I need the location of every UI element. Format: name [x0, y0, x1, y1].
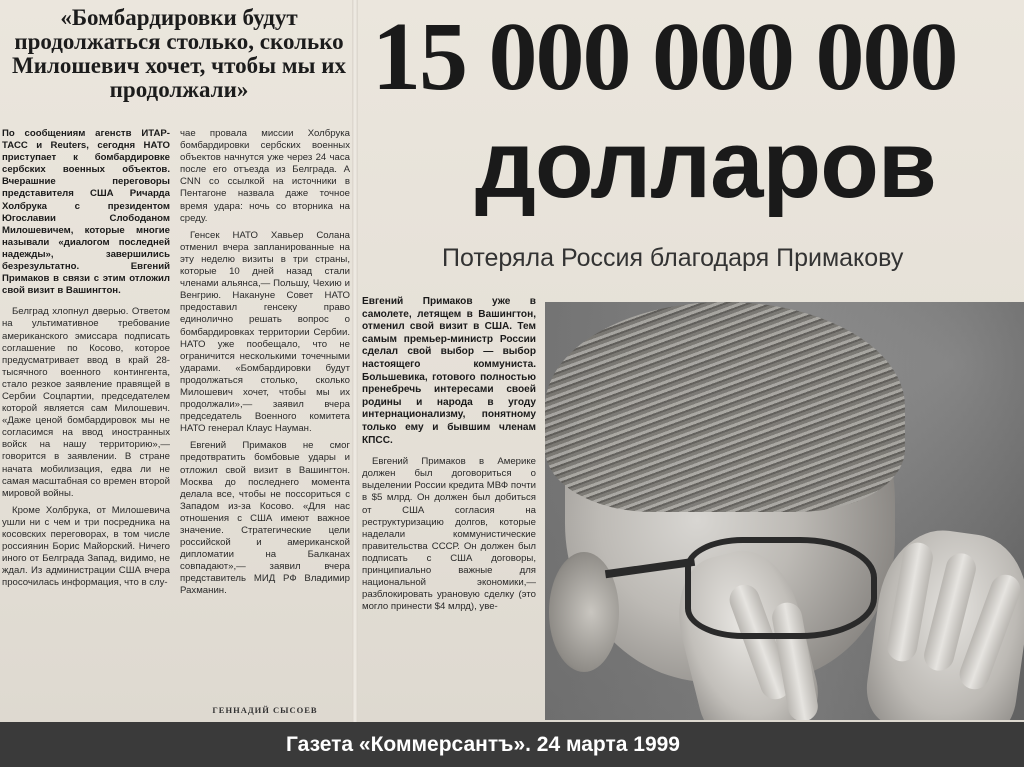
photo-hair [545, 302, 905, 512]
right-article-lead: Евгений Примаков уже в самолете, летящем в Вашингтон, отменил свой визит в США. Тем самым премьер-министр России сделал свой выбор — выбор настоящего коммуниста. Большевика, готового полностью пренебречь интересами своей родины и народа в угоду интернационализму, понятному только ему и бывшим членам КПСС. [362, 296, 536, 446]
big-headline-word: долларов [475, 111, 936, 218]
right-article-paragraph: Евгений Примаков в Америке должен был договориться о выделении России кредита МВФ почти в $5 млрд. Он должен был добиться от США согласия на реструктуризацию долгов, которые наделали коммунистические правительства СССР. Он должен был подписать с США договоры, принципиально важные для национальной экономики,— разблокировать урановую сделку (это могло принести $4 млрд), уве- [362, 456, 536, 613]
headline-subtitle: Потеряла Россия благодаря Примакову [442, 244, 904, 272]
left-article-paragraph: Белград хлопнул дверью. Ответом на ультимативное требование американского эмиссара подписать соглашение по Косово, которое предусматривает ввод в край 28-тысячного военного контингента, стало резкое заявление правящей в Сербии Соцпартии, председателем которой является сам Милошевич. «Даже ценой бомбардировок мы не согласимся на ввод иностранных войск на нашу территорию»,— говорится в заявлении. В стране начата мобилизация, едва ли не самая масштабная со времен второй мировой войны. [2, 306, 170, 499]
big-headline-number: 15 000 000 000 [372, 3, 957, 111]
left-headline: «Бомбардировки будут продолжаться столько, сколько Милошевич хочет, чтобы мы их продолжали» [12, 5, 346, 102]
left-article-paragraph: Кроме Холбрука, от Милошевича ушли ни с чем и три посредника на косовских переговорах, в том числе россиянин Борис Майорский. Ничего иного от Белграда Запад, видимо, не ждал. Из администрации США вчера просочилась информация, что в слу- [2, 504, 170, 589]
caption-bar [0, 722, 1024, 767]
page-fold [352, 0, 358, 722]
left-article-paragraph: чае провала миссии Холбрука бомбардировки сербских военных объектов начнутся уже через 24 часа после его отъезда из Белграда. А CNN со ссылкой на источники в Пентагоне назвала даже точное время удара: ночь со вторника на среду. [180, 128, 350, 224]
left-article-lead: По сообщениям агенств ИТАР-ТАСС и Reuters, сегодня НАТО приступает к бомбардировке сербских военных объектов. Вчерашние переговоры представителя США Ричарда Холбрука с президентом Югославии Слободаном Милошевичем, которые многие называли «диалогом последней надежды», завершились безрезультатно. Евгений Примаков в связи с этим отложил свой визит в Вашингтон. [2, 128, 170, 297]
left-article-column-1 [2, 128, 170, 718]
left-article-column-2 [180, 128, 350, 718]
author-signature: ГЕННАДИЙ СЫСОЕВ [212, 705, 318, 715]
caption-text: Газета «Коммерсантъ». 24 марта 1999 [286, 733, 680, 756]
portrait-photo [545, 302, 1024, 720]
left-article-paragraph: Генсек НАТО Хавьер Солана отменил вчера запланированные на эту неделю визиты в три страны, которые 10 дней назад стали членами альянса,— Польшу, Чехию и Венгрию. Накануне Совет НАТО предоставил генсеку право единолично решать вопрос о бомбардировках территории Сербии. НАТО уже пообещало, что не ограничится несколькими точечными ударами. «Бомбардировки будут продолжаться столько, сколько Милошевич хочет, чтобы мы их продолжали»,— заявил вчера председатель Военного комитета НАТО генерал Клаус Науман. [180, 229, 350, 435]
glasses-frame [685, 537, 877, 639]
right-article-column [362, 296, 536, 720]
left-article-paragraph: Евгений Примаков не смог предотвратить бомбовые удары и отложил свой визит в Вашингтон. Москва до последнего момента делала все, чтобы не поссориться с Западом из-за Косово. «Для нас отношения с США имеют важное значение. Стратегические цели российской и американской дипломатии на Балканах совпадают»,— заявил вчера представитель МИД РФ Владимир Рахманин. [180, 440, 350, 597]
